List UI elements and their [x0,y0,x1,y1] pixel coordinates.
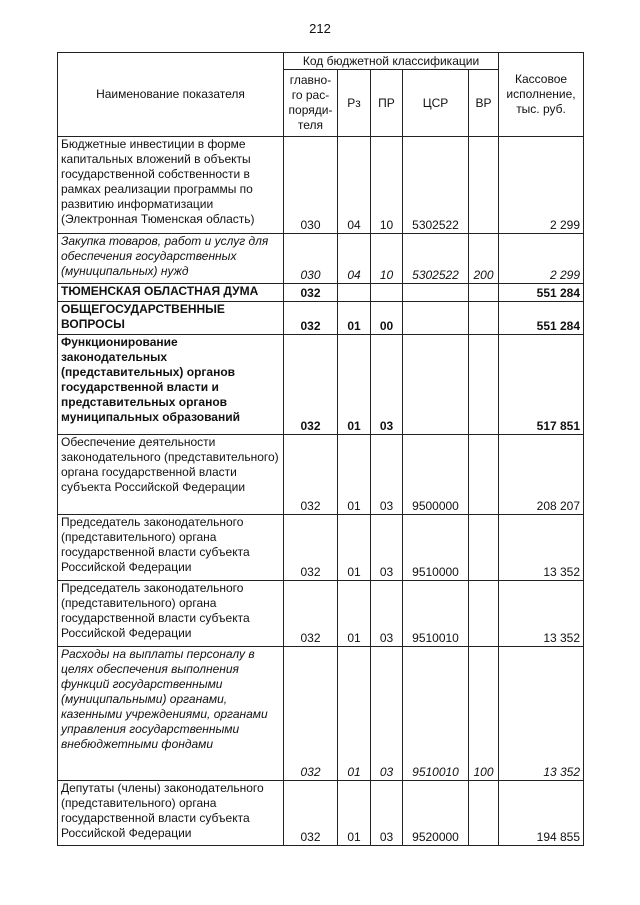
row-vr [469,781,499,846]
row-name: Председатель законодательного (представительного) органа государственной власти субъекта Российской Федерации [58,515,284,581]
row-pr: 10 [371,137,403,234]
row-glav: 032 [284,435,338,515]
header-rz: Рз [338,70,371,137]
header-vr: ВР [469,70,499,137]
row-amount: 208 207 [499,435,584,515]
row-amount: 517 851 [499,335,584,435]
row-rz: 04 [338,234,371,284]
row-amount: 13 352 [499,647,584,781]
row-glav: 030 [284,234,338,284]
row-rz: 01 [338,581,371,647]
row-vr: 200 [469,234,499,284]
page-number: 212 [309,21,331,36]
header-csr: ЦСР [403,70,469,137]
row-glav: 032 [284,515,338,581]
row-rz: 04 [338,137,371,234]
table-row [58,234,584,284]
budget-table [57,52,584,846]
table-row [58,137,584,234]
row-amount: 194 855 [499,781,584,846]
row-amount: 13 352 [499,515,584,581]
row-rz [338,284,371,302]
row-glav: 032 [284,581,338,647]
row-csr [403,284,469,302]
row-pr: 03 [371,335,403,435]
row-csr [403,335,469,435]
row-rz: 01 [338,302,371,335]
row-vr: 100 [469,647,499,781]
header-classification-code: Код бюджетной классификации [284,53,499,70]
row-name: Расходы на выплаты персоналу в целях обеспечения выполнения функций государственными (муниципальными) органами, казенными учреждениями, органами управления государственными внебюджетными фондами [58,647,284,781]
row-csr: 5302522 [403,234,469,284]
header-glav: главно-го рас-поряди-теля [284,70,338,137]
row-csr: 9520000 [403,781,469,846]
header-name: Наименование показателя [58,53,284,137]
row-glav: 032 [284,284,338,302]
row-amount: 551 284 [499,302,584,335]
row-amount: 13 352 [499,581,584,647]
row-csr: 9510010 [403,647,469,781]
row-name: Закупка товаров, работ и услуг для обеспечения государственных (муниципальных) нужд [58,234,284,284]
table-row [58,435,584,515]
row-glav: 032 [284,335,338,435]
row-rz: 01 [338,435,371,515]
row-csr: 9510010 [403,581,469,647]
table-row [58,581,584,647]
row-vr [469,302,499,335]
row-amount: 551 284 [499,284,584,302]
row-vr [469,515,499,581]
row-glav: 030 [284,137,338,234]
row-name: Председатель законодательного (представительного) органа государственной власти субъекта Российской Федерации [58,581,284,647]
row-pr: 03 [371,781,403,846]
row-csr: 9500000 [403,435,469,515]
row-vr [469,581,499,647]
table-row [58,515,584,581]
table-row [58,302,584,335]
header-pr: ПР [371,70,403,137]
row-amount: 2 299 [499,137,584,234]
row-vr [469,435,499,515]
row-vr [469,284,499,302]
row-csr [403,302,469,335]
row-csr: 9510000 [403,515,469,581]
row-pr [371,284,403,302]
table-row [58,781,584,846]
table-row [58,335,584,435]
header-amount: Кассовое исполнение, тыс. руб. [499,53,584,137]
table-row [58,647,584,781]
row-pr: 03 [371,581,403,647]
row-pr: 03 [371,515,403,581]
row-name: Функционирование законодательных (представительных) органов государственной власти и представительных органов муниципальных образований [58,335,284,435]
row-rz: 01 [338,781,371,846]
row-name: Депутаты (члены) законодательного (представительного) органа государственной власти субъекта Российской Федерации [58,781,284,846]
row-pr: 03 [371,435,403,515]
row-pr: 03 [371,647,403,781]
row-vr [469,335,499,435]
row-glav: 032 [284,781,338,846]
row-name: Бюджетные инвестиции в форме капитальных вложений в объекты государственной собственности в рамках реализации программы по развитию информатизации (Электронная Тюменская область) [58,137,284,234]
row-rz: 01 [338,335,371,435]
row-name: Обеспечение деятельности законодательного (представительного) органа государственной власти субъекта Российской Федерации [58,435,284,515]
row-rz: 01 [338,515,371,581]
row-pr: 00 [371,302,403,335]
row-rz: 01 [338,647,371,781]
row-csr: 5302522 [403,137,469,234]
row-pr: 10 [371,234,403,284]
row-glav: 032 [284,647,338,781]
row-vr [469,137,499,234]
row-name: ТЮМЕНСКАЯ ОБЛАСТНАЯ ДУМА [58,284,284,302]
table-row [58,284,584,302]
row-amount: 2 299 [499,234,584,284]
row-name: ОБЩЕГОСУДАРСТВЕННЫЕ ВОПРОСЫ [58,302,284,335]
row-glav: 032 [284,302,338,335]
